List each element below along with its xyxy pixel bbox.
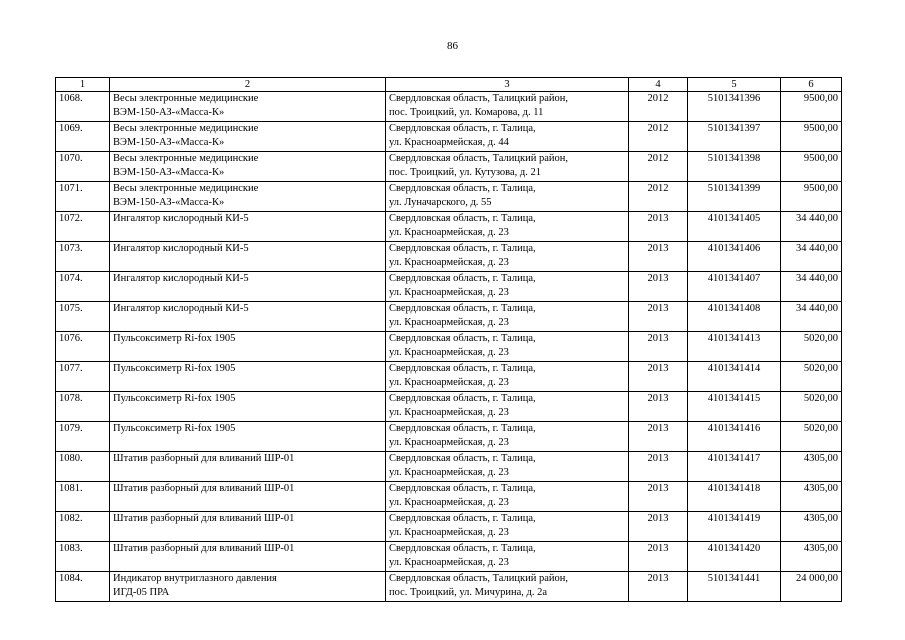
item-cost: 4305,00 <box>781 542 842 572</box>
item-address-line: Свердловская область, Талицкий район, <box>389 153 569 164</box>
inventory-number: 5101341398 <box>688 152 781 182</box>
item-address-line: Свердловская область, г. Талица, <box>389 333 536 344</box>
item-address <box>386 572 629 602</box>
item-address-line: ул. Красноармейская, д. 23 <box>389 497 509 508</box>
row-number: 1083. <box>56 542 110 572</box>
row-number: 1076. <box>56 332 110 362</box>
item-name <box>110 212 386 242</box>
item-name-line: Весы электронные медицинские <box>113 93 259 104</box>
inventory-number: 5101341441 <box>688 572 781 602</box>
item-name <box>110 392 386 422</box>
item-name <box>110 272 386 302</box>
item-name-line: Штатив разборный для вливаний ШР-01 <box>113 543 295 554</box>
item-address-line: пос. Троицкий, ул. Мичурина, д. 2а <box>389 587 548 598</box>
inventory-number: 4101341408 <box>688 302 781 332</box>
item-name-line: Весы электронные медицинские <box>113 153 259 164</box>
item-name-line: Пульсоксиметр Ri-fox 1905 <box>113 393 236 404</box>
item-address-line: Свердловская область, Талицкий район, <box>389 93 569 104</box>
item-cost: 9500,00 <box>781 152 842 182</box>
item-address-line: ул. Красноармейская, д. 23 <box>389 287 509 298</box>
item-year: 2013 <box>629 392 688 422</box>
column-header-4: 4 <box>629 78 688 92</box>
item-address <box>386 242 629 272</box>
table-row <box>56 242 842 272</box>
item-name <box>110 362 386 392</box>
item-address <box>386 212 629 242</box>
row-number: 1071. <box>56 182 110 212</box>
column-header-2: 2 <box>110 78 386 92</box>
item-address-line: ул. Красноармейская, д. 23 <box>389 257 509 268</box>
item-year: 2013 <box>629 542 688 572</box>
item-cost: 4305,00 <box>781 482 842 512</box>
item-name-line: Штатив разборный для вливаний ШР-01 <box>113 453 295 464</box>
item-address-line: ул. Луначарского, д. 55 <box>389 197 492 208</box>
item-name <box>110 422 386 452</box>
table-row <box>56 332 842 362</box>
item-address-line: ул. Красноармейская, д. 23 <box>389 407 509 418</box>
item-cost: 34 440,00 <box>781 302 842 332</box>
header-row <box>56 78 842 92</box>
item-cost: 4305,00 <box>781 452 842 482</box>
item-name <box>110 242 386 272</box>
inventory-number: 5101341396 <box>688 92 781 122</box>
page-number: 86 <box>447 40 458 52</box>
row-number: 1084. <box>56 572 110 602</box>
item-address <box>386 362 629 392</box>
item-year: 2013 <box>629 302 688 332</box>
item-address-line: Свердловская область, г. Талица, <box>389 363 536 374</box>
table-row <box>56 362 842 392</box>
item-address-line: ул. Красноармейская, д. 44 <box>389 137 509 148</box>
item-name <box>110 122 386 152</box>
row-number: 1078. <box>56 392 110 422</box>
row-number: 1069. <box>56 122 110 152</box>
item-name-line: ВЭМ-150-АЗ-«Масса-К» <box>113 197 225 208</box>
item-name-line: Штатив разборный для вливаний ШР-01 <box>113 513 295 524</box>
inventory-number: 5101341399 <box>688 182 781 212</box>
item-year: 2013 <box>629 272 688 302</box>
item-address-line: ул. Красноармейская, д. 23 <box>389 437 509 448</box>
item-name <box>110 302 386 332</box>
item-name <box>110 152 386 182</box>
inventory-number: 4101341407 <box>688 272 781 302</box>
item-cost: 5020,00 <box>781 332 842 362</box>
column-header-3: 3 <box>386 78 629 92</box>
row-number: 1080. <box>56 452 110 482</box>
item-name-line: ВЭМ-150-АЗ-«Масса-К» <box>113 167 225 178</box>
inventory-number: 4101341414 <box>688 362 781 392</box>
item-cost: 9500,00 <box>781 182 842 212</box>
item-address-line: ул. Красноармейская, д. 23 <box>389 377 509 388</box>
item-address-line: Свердловская область, г. Талица, <box>389 393 536 404</box>
item-name-line: Ингалятор кислородный КИ-5 <box>113 213 249 224</box>
item-address-line: пос. Троицкий, ул. Комарова, д. 11 <box>389 107 544 118</box>
item-year: 2013 <box>629 422 688 452</box>
row-number: 1081. <box>56 482 110 512</box>
item-year: 2013 <box>629 512 688 542</box>
item-cost: 4305,00 <box>781 512 842 542</box>
inventory-number: 4101341419 <box>688 512 781 542</box>
item-name <box>110 542 386 572</box>
item-name <box>110 332 386 362</box>
row-number: 1077. <box>56 362 110 392</box>
item-year: 2013 <box>629 482 688 512</box>
item-address-line: Свердловская область, г. Талица, <box>389 273 536 284</box>
item-name <box>110 452 386 482</box>
item-address <box>386 392 629 422</box>
item-name <box>110 92 386 122</box>
item-address-line: ул. Красноармейская, д. 23 <box>389 227 509 238</box>
table-row <box>56 122 842 152</box>
table-row <box>56 572 842 602</box>
item-name <box>110 572 386 602</box>
table-row <box>56 512 842 542</box>
item-address <box>386 332 629 362</box>
item-address <box>386 422 629 452</box>
item-address <box>386 512 629 542</box>
item-name-line: Пульсоксиметр Ri-fox 1905 <box>113 363 236 374</box>
item-name-line: ВЭМ-150-АЗ-«Масса-К» <box>113 107 225 118</box>
item-address-line: Свердловская область, г. Талица, <box>389 243 536 254</box>
item-address-line: Свердловская область, г. Талица, <box>389 123 536 134</box>
item-address-line: Свердловская область, г. Талица, <box>389 483 536 494</box>
item-year: 2012 <box>629 92 688 122</box>
row-number: 1075. <box>56 302 110 332</box>
item-name-line: Ингалятор кислородный КИ-5 <box>113 303 249 314</box>
item-address <box>386 272 629 302</box>
item-address-line: Свердловская область, г. Талица, <box>389 543 536 554</box>
item-cost: 24 000,00 <box>781 572 842 602</box>
item-address <box>386 302 629 332</box>
item-address-line: ул. Красноармейская, д. 23 <box>389 347 509 358</box>
row-number: 1074. <box>56 272 110 302</box>
item-address-line: ул. Красноармейская, д. 23 <box>389 317 509 328</box>
item-name <box>110 512 386 542</box>
table-row <box>56 452 842 482</box>
item-address-line: Свердловская область, Талицкий район, <box>389 573 569 584</box>
item-name-line: ИГД-05 ПРА <box>113 587 170 598</box>
table-body <box>56 92 842 602</box>
inventory-number: 4101341413 <box>688 332 781 362</box>
item-name-line: Весы электронные медицинские <box>113 123 259 134</box>
column-header-5: 5 <box>688 78 781 92</box>
table-header <box>56 78 842 92</box>
item-year: 2013 <box>629 212 688 242</box>
table-row <box>56 392 842 422</box>
item-year: 2012 <box>629 122 688 152</box>
table-row <box>56 92 842 122</box>
item-cost: 9500,00 <box>781 122 842 152</box>
item-address-line: Свердловская область, г. Талица, <box>389 183 536 194</box>
column-header-1: 1 <box>56 78 110 92</box>
item-year: 2012 <box>629 182 688 212</box>
item-address-line: Свердловская область, г. Талица, <box>389 453 536 464</box>
inventory-number: 4101341420 <box>688 542 781 572</box>
row-number: 1068. <box>56 92 110 122</box>
item-cost: 5020,00 <box>781 422 842 452</box>
inventory-number: 4101341415 <box>688 392 781 422</box>
item-year: 2013 <box>629 572 688 602</box>
item-year: 2013 <box>629 452 688 482</box>
table-row <box>56 212 842 242</box>
table-row <box>56 152 842 182</box>
item-address-line: Свердловская область, г. Талица, <box>389 213 536 224</box>
row-number: 1073. <box>56 242 110 272</box>
item-name <box>110 482 386 512</box>
item-address <box>386 182 629 212</box>
inventory-number: 4101341405 <box>688 212 781 242</box>
inventory-number: 4101341418 <box>688 482 781 512</box>
property-registry-table <box>55 77 842 602</box>
item-address-line: ул. Красноармейская, д. 23 <box>389 467 509 478</box>
item-name-line: Пульсоксиметр Ri-fox 1905 <box>113 423 236 434</box>
table-row <box>56 182 842 212</box>
row-number: 1072. <box>56 212 110 242</box>
inventory-number: 5101341397 <box>688 122 781 152</box>
table-row <box>56 542 842 572</box>
inventory-number: 4101341406 <box>688 242 781 272</box>
column-header-6: 6 <box>781 78 842 92</box>
item-name <box>110 182 386 212</box>
inventory-number: 4101341416 <box>688 422 781 452</box>
item-address <box>386 482 629 512</box>
item-cost: 5020,00 <box>781 362 842 392</box>
item-address-line: Свердловская область, г. Талица, <box>389 423 536 434</box>
item-cost: 34 440,00 <box>781 242 842 272</box>
item-name-line: Ингалятор кислородный КИ-5 <box>113 243 249 254</box>
item-cost: 9500,00 <box>781 92 842 122</box>
item-address <box>386 92 629 122</box>
item-address-line: Свердловская область, г. Талица, <box>389 303 536 314</box>
item-address <box>386 452 629 482</box>
row-number: 1082. <box>56 512 110 542</box>
row-number: 1070. <box>56 152 110 182</box>
item-address-line: ул. Красноармейская, д. 23 <box>389 557 509 568</box>
item-cost: 34 440,00 <box>781 212 842 242</box>
item-year: 2012 <box>629 152 688 182</box>
item-year: 2013 <box>629 242 688 272</box>
item-name-line: ВЭМ-150-АЗ-«Масса-К» <box>113 137 225 148</box>
item-cost: 34 440,00 <box>781 272 842 302</box>
inventory-number: 4101341417 <box>688 452 781 482</box>
item-address <box>386 122 629 152</box>
item-cost: 5020,00 <box>781 392 842 422</box>
item-address <box>386 542 629 572</box>
item-address-line: ул. Красноармейская, д. 23 <box>389 527 509 538</box>
row-number: 1079. <box>56 422 110 452</box>
item-address-line: пос. Троицкий, ул. Кутузова, д. 21 <box>389 167 541 178</box>
item-name-line: Ингалятор кислородный КИ-5 <box>113 273 249 284</box>
table-row <box>56 302 842 332</box>
item-name-line: Весы электронные медицинские <box>113 183 259 194</box>
item-year: 2013 <box>629 362 688 392</box>
item-name-line: Индикатор внутриглазного давления <box>113 573 277 584</box>
item-address <box>386 152 629 182</box>
table-row <box>56 422 842 452</box>
table-row <box>56 482 842 512</box>
item-year: 2013 <box>629 332 688 362</box>
item-address-line: Свердловская область, г. Талица, <box>389 513 536 524</box>
item-name-line: Штатив разборный для вливаний ШР-01 <box>113 483 295 494</box>
table-row <box>56 272 842 302</box>
item-name-line: Пульсоксиметр Ri-fox 1905 <box>113 333 236 344</box>
